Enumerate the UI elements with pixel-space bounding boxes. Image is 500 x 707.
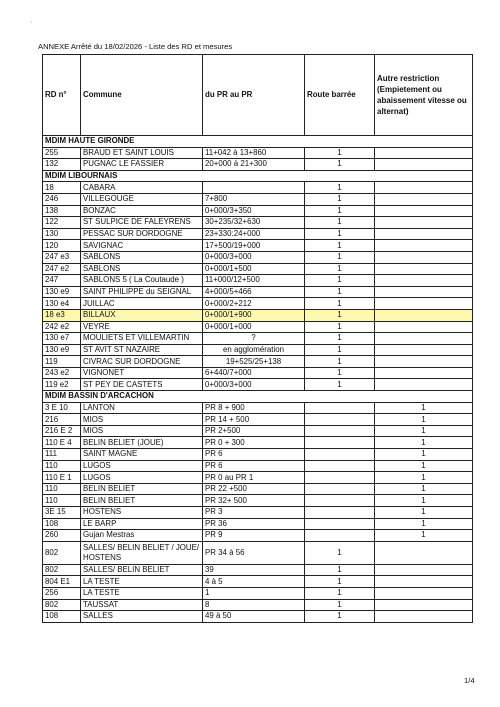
cell-pr: PR 0 au PR 1 (203, 472, 305, 484)
cell-autre-restriction: 1 (375, 414, 473, 426)
section-row (43, 136, 473, 148)
cell-autre-restriction: 1 (375, 518, 473, 530)
table-row (43, 286, 473, 298)
cell-route-barree: 1 (305, 228, 375, 240)
table-row (43, 275, 473, 287)
cell-autre-restriction (375, 356, 473, 368)
cell-pr: PR 36 (203, 518, 305, 530)
cell-autre-restriction (375, 611, 473, 623)
cell-rd: 247 (43, 275, 81, 287)
cell-commune: SAINT MAGNE (81, 449, 203, 461)
cell-autre-restriction (375, 541, 473, 564)
cell-commune: CIVRAC SUR DORDOGNE (81, 356, 203, 368)
cell-commune: LE BARP (81, 518, 203, 530)
cell-route-barree: 1 (305, 193, 375, 205)
cell-route-barree: 1 (305, 333, 375, 345)
table-row (43, 367, 473, 379)
cell-autre-restriction (375, 182, 473, 194)
cell-pr: PR 9 (203, 530, 305, 542)
cell-autre-restriction (375, 576, 473, 588)
table-row (43, 240, 473, 252)
cell-rd: 110 (43, 495, 81, 507)
cell-pr: 1 (203, 587, 305, 599)
cell-route-barree (305, 437, 375, 449)
cell-route-barree: 1 (305, 321, 375, 333)
cell-route-barree: 1 (305, 344, 375, 356)
cell-autre-restriction: 1 (375, 425, 473, 437)
table-body (43, 136, 473, 623)
cell-commune: SABLONS (81, 263, 203, 275)
col-header-autre-restriction: Autre restriction (Empietement ou abaissement vitesse ou alternat) (375, 55, 473, 136)
table-row (43, 333, 473, 345)
cell-pr: 8 (203, 599, 305, 611)
cell-route-barree (305, 425, 375, 437)
cell-commune: SAINT PHILIPPE du SEIGNAL (81, 286, 203, 298)
table-row (43, 379, 473, 391)
cell-autre-restriction (375, 321, 473, 333)
cell-pr: 0+000/1+900 (203, 309, 305, 321)
table-row (43, 402, 473, 414)
cell-commune: VIGNONET (81, 367, 203, 379)
table-row (43, 611, 473, 623)
col-header-commune: Commune (81, 55, 203, 136)
cell-autre-restriction: 1 (375, 460, 473, 472)
cell-commune: ST AVIT ST NAZAIRE (81, 344, 203, 356)
cell-rd: 18 e3 (43, 309, 81, 321)
table-row (43, 205, 473, 217)
section-title: MDIM LIBOURNAIS (43, 170, 473, 182)
cell-pr: 20+000 à 21+300 (203, 159, 305, 171)
cell-commune: CABARA (81, 182, 203, 194)
cell-rd: 216 E 2 (43, 425, 81, 437)
cell-commune: LA TESTE (81, 587, 203, 599)
table-row (43, 228, 473, 240)
table-row (43, 564, 473, 576)
cell-rd: 108 (43, 518, 81, 530)
table-row (43, 182, 473, 194)
cell-commune: BILLAUX (81, 309, 203, 321)
cell-rd: 130 e9 (43, 286, 81, 298)
cell-route-barree: 1 (305, 275, 375, 287)
page-title: ANNEXE Arrêté du 18/02/2026 - Liste des RD et mesures (38, 42, 233, 51)
cell-commune: PESSAC SUR DORDOGNE (81, 228, 203, 240)
rd-table (42, 54, 473, 623)
table-row (43, 518, 473, 530)
cell-rd: 802 (43, 541, 81, 564)
cell-rd: 243 e2 (43, 367, 81, 379)
cell-commune: TAUSSAT (81, 599, 203, 611)
cell-pr: PR 6 (203, 449, 305, 461)
cell-route-barree: 1 (305, 564, 375, 576)
cell-pr: 39 (203, 564, 305, 576)
cell-rd: 110 E 4 (43, 437, 81, 449)
cell-route-barree: 1 (305, 367, 375, 379)
cell-autre-restriction (375, 228, 473, 240)
cell-autre-restriction (375, 286, 473, 298)
cell-route-barree: 1 (305, 576, 375, 588)
cell-commune: SAVIGNAC (81, 240, 203, 252)
cell-rd: 111 (43, 449, 81, 461)
cell-route-barree: 1 (305, 240, 375, 252)
cell-route-barree (305, 530, 375, 542)
cell-rd: 108 (43, 611, 81, 623)
table-row (43, 263, 473, 275)
cell-pr: 0+000/1+000 (203, 321, 305, 333)
table-row (43, 460, 473, 472)
cell-rd: 804 E1 (43, 576, 81, 588)
cell-pr: PR 34 à 56 (203, 541, 305, 564)
cell-route-barree: 1 (305, 599, 375, 611)
cell-autre-restriction (375, 379, 473, 391)
cell-route-barree (305, 483, 375, 495)
cell-pr: 4 à 5 (203, 576, 305, 588)
cell-commune: VILLEGOUGE (81, 193, 203, 205)
page-mark: ' (31, 22, 33, 28)
cell-route-barree (305, 472, 375, 484)
cell-rd: 802 (43, 599, 81, 611)
cell-route-barree: 1 (305, 286, 375, 298)
cell-autre-restriction: 1 (375, 495, 473, 507)
table-row (43, 298, 473, 310)
cell-autre-restriction (375, 251, 473, 263)
cell-route-barree: 1 (305, 182, 375, 194)
cell-route-barree (305, 507, 375, 519)
cell-commune: HOSTENS (81, 507, 203, 519)
cell-commune: SABLONS 5 ( La Coutaude ) (81, 275, 203, 287)
cell-commune: BRAUD ET SAINT LOUIS (81, 147, 203, 159)
section-row (43, 391, 473, 403)
cell-route-barree: 1 (305, 159, 375, 171)
cell-commune: BONZAC (81, 205, 203, 217)
cell-pr: PR 14 + 500 (203, 414, 305, 426)
page-number: 1/4 (464, 676, 475, 685)
table-row (43, 356, 473, 368)
cell-autre-restriction: 1 (375, 507, 473, 519)
cell-autre-restriction: 1 (375, 402, 473, 414)
cell-autre-restriction (375, 263, 473, 275)
cell-autre-restriction (375, 193, 473, 205)
cell-commune: JUILLAC (81, 298, 203, 310)
cell-route-barree: 1 (305, 611, 375, 623)
cell-pr: 4+000/5+466 (203, 286, 305, 298)
col-header-rd: RD n° (43, 55, 81, 136)
cell-pr: 11+042 à 13+860 (203, 147, 305, 159)
cell-autre-restriction (375, 205, 473, 217)
table-row (43, 414, 473, 426)
cell-route-barree: 1 (305, 147, 375, 159)
cell-rd: 122 (43, 217, 81, 229)
cell-commune: BELIN BELIET (81, 495, 203, 507)
cell-pr: PR 6 (203, 460, 305, 472)
cell-rd: 247 e2 (43, 263, 81, 275)
cell-commune: SALLES (81, 611, 203, 623)
table-row (43, 309, 473, 321)
cell-route-barree: 1 (305, 298, 375, 310)
cell-commune: VEYRE (81, 321, 203, 333)
cell-commune: BELIN BELIET (81, 483, 203, 495)
cell-autre-restriction: 1 (375, 449, 473, 461)
cell-pr: 6+440/7+000 (203, 367, 305, 379)
cell-rd: 110 E 1 (43, 472, 81, 484)
table-row (43, 217, 473, 229)
cell-rd: 130 (43, 228, 81, 240)
cell-autre-restriction (375, 147, 473, 159)
table-row (43, 321, 473, 333)
cell-commune: LUGOS (81, 460, 203, 472)
cell-commune: LUGOS (81, 472, 203, 484)
section-title: MDIM HAUTE GIRONDE (43, 136, 473, 148)
table-row (43, 344, 473, 356)
cell-rd: 216 (43, 414, 81, 426)
table-row (43, 495, 473, 507)
cell-commune: PUGNAC LE FASSIER (81, 159, 203, 171)
cell-route-barree (305, 449, 375, 461)
cell-rd: 247 e3 (43, 251, 81, 263)
cell-commune: ST PEY DE CASTETS (81, 379, 203, 391)
cell-autre-restriction (375, 217, 473, 229)
cell-pr: PR 0 + 300 (203, 437, 305, 449)
col-header-pr: du PR au PR (203, 55, 305, 136)
col-header-route-barree: Route barrée (305, 55, 375, 136)
cell-rd: 3E 15 (43, 507, 81, 519)
table-row (43, 159, 473, 171)
cell-route-barree: 1 (305, 541, 375, 564)
cell-pr: PR 3 (203, 507, 305, 519)
cell-autre-restriction (375, 367, 473, 379)
cell-autre-restriction (375, 599, 473, 611)
cell-rd: 802 (43, 564, 81, 576)
cell-rd: 132 (43, 159, 81, 171)
cell-autre-restriction (375, 159, 473, 171)
cell-pr: 11+000/12+500 (203, 275, 305, 287)
cell-autre-restriction (375, 240, 473, 252)
cell-pr: ? (203, 333, 305, 345)
table-row (43, 251, 473, 263)
cell-pr: 0+000/3+000 (203, 379, 305, 391)
cell-autre-restriction (375, 309, 473, 321)
cell-pr: PR 22 +500 (203, 483, 305, 495)
cell-rd: 256 (43, 587, 81, 599)
cell-commune: Gujan Mestras (81, 530, 203, 542)
cell-route-barree: 1 (305, 356, 375, 368)
cell-route-barree (305, 495, 375, 507)
cell-route-barree: 1 (305, 217, 375, 229)
cell-autre-restriction: 1 (375, 483, 473, 495)
cell-commune: LANTON (81, 402, 203, 414)
table-row (43, 587, 473, 599)
cell-pr: 19+525/25+138 (203, 356, 305, 368)
cell-pr: en agglomération (203, 344, 305, 356)
cell-rd: 119 (43, 356, 81, 368)
cell-rd: 120 (43, 240, 81, 252)
cell-rd: 119 e2 (43, 379, 81, 391)
table-row (43, 576, 473, 588)
cell-commune: LA TESTE (81, 576, 203, 588)
cell-commune: MOULIETS ET VILLEMARTIN (81, 333, 203, 345)
cell-rd: 246 (43, 193, 81, 205)
cell-pr: PR 2+500 (203, 425, 305, 437)
table-row (43, 483, 473, 495)
table-row (43, 599, 473, 611)
cell-commune: SALLES/ BELIN BELIET (81, 564, 203, 576)
cell-route-barree: 1 (305, 379, 375, 391)
table-header-row (43, 55, 473, 136)
cell-pr: 0+000/1+500 (203, 263, 305, 275)
cell-route-barree: 1 (305, 587, 375, 599)
cell-pr: PR 8 + 900 (203, 402, 305, 414)
cell-autre-restriction (375, 564, 473, 576)
cell-commune: ST SULPICE DE FALEYRENS (81, 217, 203, 229)
cell-rd: 255 (43, 147, 81, 159)
cell-pr: 0+000/3+000 (203, 251, 305, 263)
section-row (43, 170, 473, 182)
cell-autre-restriction (375, 298, 473, 310)
cell-rd: 138 (43, 205, 81, 217)
cell-rd: 130 e9 (43, 344, 81, 356)
cell-route-barree: 1 (305, 205, 375, 217)
table-row (43, 193, 473, 205)
cell-pr: 0+000/2+212 (203, 298, 305, 310)
cell-autre-restriction (375, 275, 473, 287)
cell-pr (203, 182, 305, 194)
cell-pr: 49 à 50 (203, 611, 305, 623)
table-row (43, 437, 473, 449)
table-row (43, 449, 473, 461)
cell-route-barree (305, 402, 375, 414)
cell-autre-restriction (375, 587, 473, 599)
cell-rd: 110 (43, 460, 81, 472)
table-row (43, 541, 473, 564)
cell-route-barree (305, 414, 375, 426)
cell-route-barree (305, 460, 375, 472)
cell-route-barree: 1 (305, 251, 375, 263)
cell-route-barree: 1 (305, 309, 375, 321)
cell-pr: 0+000/3+350 (203, 205, 305, 217)
cell-commune: SABLONS (81, 251, 203, 263)
table-row (43, 425, 473, 437)
cell-rd: 18 (43, 182, 81, 194)
cell-commune: MIOS (81, 425, 203, 437)
cell-route-barree: 1 (305, 263, 375, 275)
table-row (43, 507, 473, 519)
cell-pr: 30+235/32+630 (203, 217, 305, 229)
cell-pr: 23+330:24+000 (203, 228, 305, 240)
cell-rd: 242 e2 (43, 321, 81, 333)
table-row (43, 147, 473, 159)
cell-rd: 110 (43, 483, 81, 495)
cell-autre-restriction (375, 333, 473, 345)
table-row (43, 530, 473, 542)
table-row (43, 472, 473, 484)
cell-autre-restriction: 1 (375, 472, 473, 484)
cell-pr: PR 32+ 500 (203, 495, 305, 507)
cell-commune: MIOS (81, 414, 203, 426)
cell-rd: 130 e7 (43, 333, 81, 345)
cell-rd: 260 (43, 530, 81, 542)
section-title: MDIM BASSIN D'ARCACHON (43, 391, 473, 403)
cell-commune: BELIN BELIET (JOUE) (81, 437, 203, 449)
cell-pr: 17+500/19+000 (203, 240, 305, 252)
cell-route-barree (305, 518, 375, 530)
cell-autre-restriction (375, 344, 473, 356)
cell-pr: 7+800 (203, 193, 305, 205)
cell-autre-restriction: 1 (375, 437, 473, 449)
cell-autre-restriction: 1 (375, 530, 473, 542)
cell-rd: 3 E 10 (43, 402, 81, 414)
cell-commune: SALLES/ BELIN BELIET / JOUE/ HOSTENS (81, 541, 203, 564)
cell-rd: 130 e4 (43, 298, 81, 310)
